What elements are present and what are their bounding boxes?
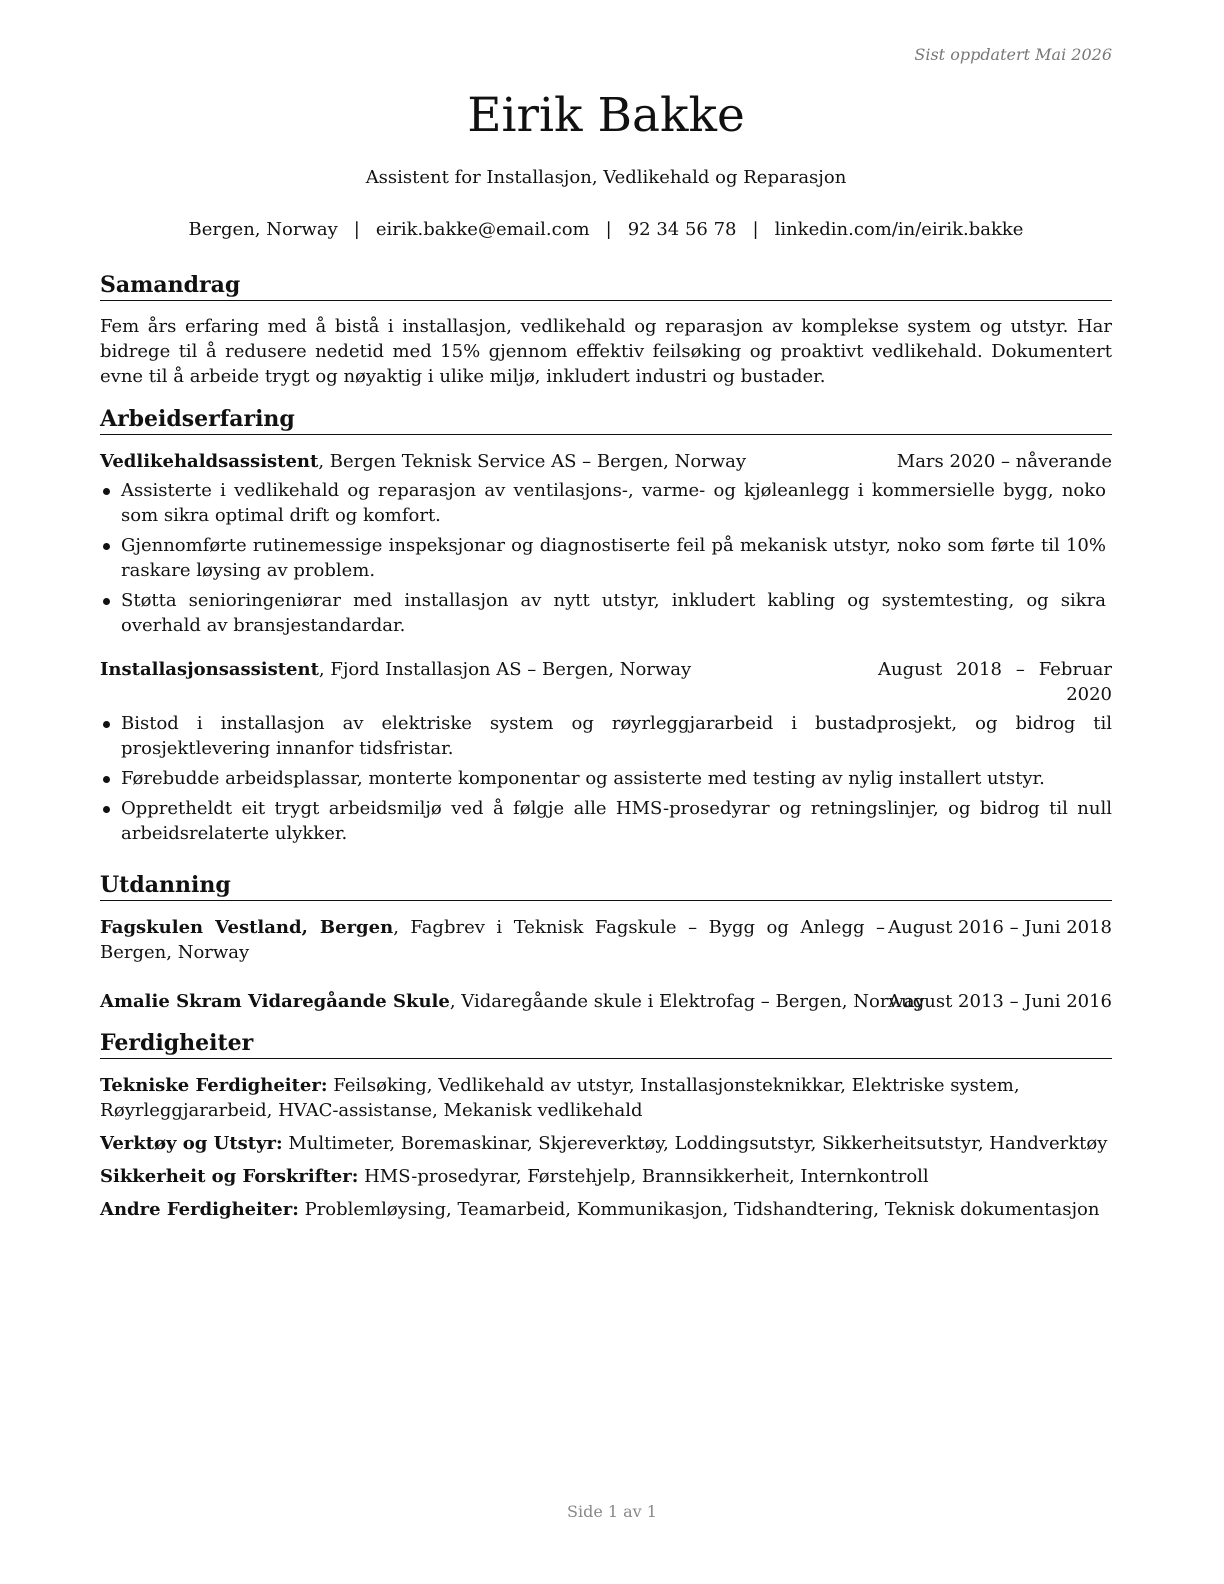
job-dates: Mars 2020 – nåverande <box>896 451 1112 472</box>
list-item: Førebudde arbeidsplassar, monterte komponentar og assisterte med testing av nylig installert utstyr. <box>100 766 1112 791</box>
skill-row <box>100 1197 1112 1222</box>
summary-section <box>100 270 1112 389</box>
contact-location: Bergen, Norway <box>188 219 338 240</box>
experience-section <box>100 404 1112 851</box>
job-dates: August 2018 – Februar 2020 <box>878 659 1112 705</box>
bullet-icon <box>103 598 110 605</box>
skill-row <box>100 1164 1112 1189</box>
section-heading: Utdanning <box>100 870 1112 901</box>
degree: , Fagbrev i Teknisk Fagskule – Bygg og Anlegg – Bergen, Norway <box>100 917 886 963</box>
degree: , Vidaregåande skule i Elektrofag – Bergen, Norway <box>449 991 925 1012</box>
school-name: Amalie Skram Vidaregåande Skule <box>100 991 450 1012</box>
skill-value: HMS-prosedyrar, Førstehjelp, Brannsikkerheit, Internkontroll <box>358 1166 929 1187</box>
contact-phone: 92 34 56 78 <box>627 219 737 240</box>
skill-label: Sikkerheit og Forskrifter: <box>100 1166 359 1187</box>
school-name: Fagskulen Vestland, Bergen <box>100 917 394 938</box>
contact-separator: | <box>605 219 612 240</box>
skill-row <box>100 1131 1112 1156</box>
contact-email[interactable]: eirik.bakke@email.com <box>375 219 590 240</box>
contact-separator: | <box>752 219 759 240</box>
skill-label: Andre Ferdigheiter: <box>100 1199 299 1220</box>
section-heading: Arbeidserfaring <box>100 404 1112 435</box>
education-dates: August 2016 – Juni 2018 <box>888 917 1112 938</box>
education-entry <box>100 915 1112 965</box>
skill-label: Verktøy og Utstyr: <box>100 1133 283 1154</box>
contact-line <box>100 219 1112 240</box>
job-entry <box>100 657 1112 846</box>
skill-value: Multimeter, Boremaskinar, Skjereverktøy, Loddingsutstyr, Sikkerheitsutstyr, Handverktøy <box>282 1133 1108 1154</box>
job-header <box>100 657 1112 707</box>
education-entry <box>100 989 1112 1014</box>
contact-linkedin[interactable]: linkedin.com/in/eirik.bakke <box>774 219 1024 240</box>
job-title: Installasjonsassistent <box>100 659 319 680</box>
bullet-icon <box>103 776 110 783</box>
list-item: Oppretheldt eit trygt arbeidsmiljø ved å følgje alle HMS-prosedyrar og retningslinjer, og bidrog til null arbeidsrelaterte ulykker. <box>100 796 1112 846</box>
job-title: Assistent for Installasjon, Vedlikehald og Reparasjon <box>365 167 847 188</box>
job-employer: , Bergen Teknisk Service AS – Bergen, Norway <box>318 451 747 472</box>
contact-separator: | <box>353 219 360 240</box>
job-employer: , Fjord Installasjon AS – Bergen, Norway <box>318 659 692 680</box>
page-number: Side 1 av 1 <box>567 1502 657 1521</box>
job-header <box>100 449 1112 474</box>
list-item: Bistod i installasjon av elektriske system og røyrleggjararbeid i bustadprosjekt, og bidrog til prosjektlevering innanfor tidsfristar. <box>100 711 1112 761</box>
list-item: Gjennomførte rutinemessige inspeksjonar og diagnostiserte feil på mekanisk utstyr, noko som førte til 10% raskare løysing av problem. <box>100 533 1112 583</box>
section-heading: Samandrag <box>100 270 1112 301</box>
section-heading: Ferdigheiter <box>100 1028 1112 1059</box>
bullet-icon <box>103 721 110 728</box>
skill-value: Problemløysing, Teamarbeid, Kommunikasjon, Tidshandtering, Teknisk dokumentasjon <box>298 1199 1100 1220</box>
bullet-icon <box>103 488 110 495</box>
bullet-icon <box>103 806 110 813</box>
list-item: Støtta senioringeniørar med installasjon av nytt utstyr, inkludert kabling og systemtesting, og sikra overhald av bransjestandardar. <box>100 588 1112 638</box>
job-bullets <box>100 478 1112 638</box>
job-title: Vedlikehaldsassistent <box>100 451 319 472</box>
job-bullets <box>100 711 1112 846</box>
job-entry <box>100 449 1112 638</box>
skill-value: Feilsøking, Vedlikehald av utstyr, Installasjonsteknikkar, Elektriske system, Røyrleggjararbeid, HVAC-assistanse, Mekanisk vedlikehald <box>100 1075 1020 1121</box>
list-item: Assisterte i vedlikehald og reparasjon av ventilasjons-, varme- og kjøleanlegg i kommersielle bygg, noko som sikra optimal drift og komfort. <box>100 478 1112 528</box>
candidate-name: Eirik Bakke <box>467 88 745 143</box>
skills-section <box>100 1028 1112 1230</box>
bullet-icon <box>103 543 110 550</box>
summary-text: Fem års erfaring med å bistå i installasjon, vedlikehald og reparasjon av komplekse system og utstyr. Har bidrege til å redusere nedetid med 15% gjennom effektiv feilsøking og proaktivt vedlikehald. Dokumentert evne til å arbeide trygt og nøyaktig i ulike miljø, inkludert industri og bustader. <box>100 316 1112 387</box>
skill-row <box>100 1073 1112 1123</box>
education-section <box>100 870 1112 1014</box>
education-dates: August 2013 – Juni 2016 <box>888 991 1112 1012</box>
last-updated: Sist oppdatert Mai 2026 <box>914 45 1112 64</box>
skill-label: Tekniske Ferdigheiter: <box>100 1075 328 1096</box>
